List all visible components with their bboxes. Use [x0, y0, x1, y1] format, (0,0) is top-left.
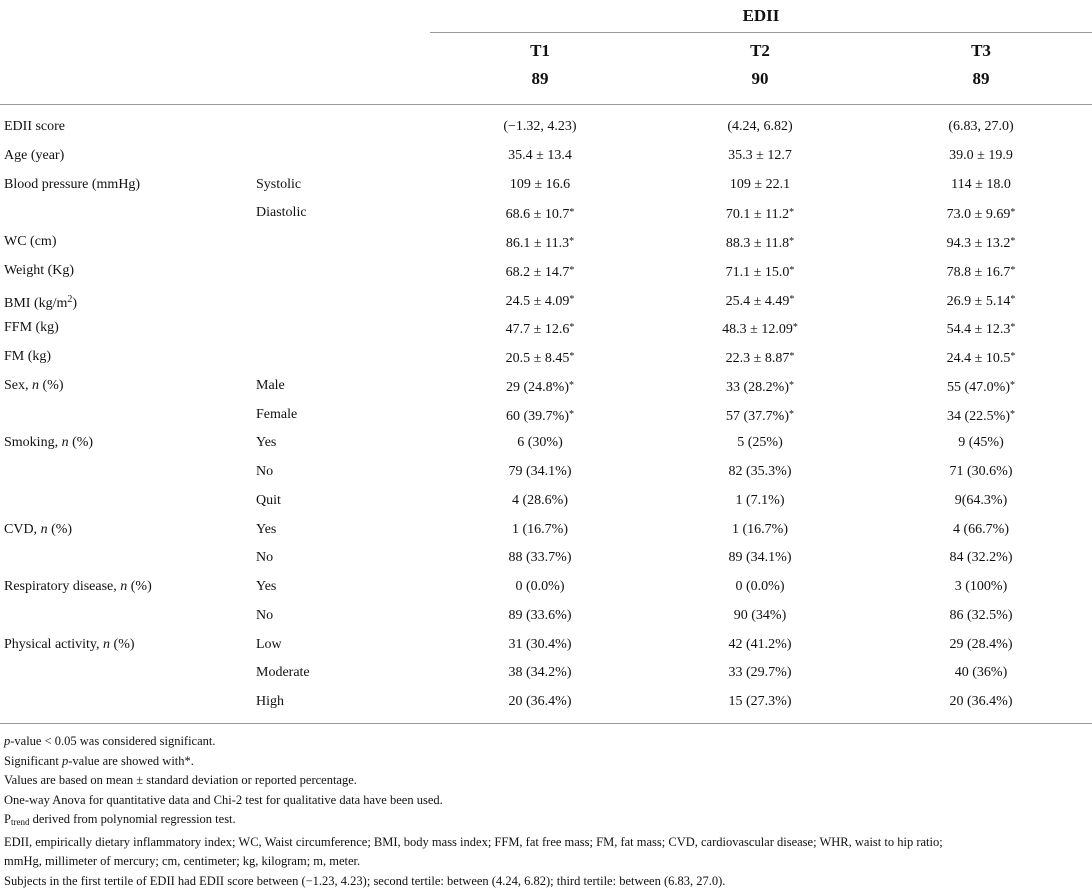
footnote-7: mmHg, millimeter of mercury; cm, centimeter; kg, kilogram; m, meter.: [4, 854, 361, 868]
cell-value: 35.3 ± 12.7: [728, 147, 792, 163]
cell-value: 47.7 ± 12.6: [505, 322, 570, 338]
cell-t1: [430, 199, 650, 230]
cell-t3: [870, 487, 1092, 516]
cell-t3: [870, 401, 1092, 432]
significance-marker: *: [1010, 264, 1016, 276]
cell-t3: [870, 659, 1092, 688]
cell-value: 78.8 ± 16.7: [946, 264, 1011, 280]
variable-italic: n: [120, 579, 128, 594]
row-subcategory: Female: [256, 406, 298, 422]
cell-value: 31 (30.4%): [508, 636, 572, 652]
cell-t2: [650, 257, 870, 288]
row-subcategory: Moderate: [256, 665, 310, 681]
footnote-text: P: [4, 812, 11, 826]
row-variable: [4, 257, 74, 286]
table-row: [0, 659, 1092, 688]
cell-value: (6.83, 27.0): [948, 119, 1014, 134]
cell-t2: [650, 401, 870, 432]
cell-value: 55 (47.0%): [947, 379, 1010, 395]
significance-marker: *: [789, 379, 794, 391]
cell-value: 68.6 ± 10.7: [505, 207, 570, 223]
cell-value: 29 (28.4%): [949, 636, 1013, 652]
table-row: [0, 688, 1092, 717]
row-variable: [4, 343, 51, 372]
cell-t3: [870, 257, 1092, 288]
header-rule: [0, 104, 1092, 105]
significance-marker: *: [789, 236, 795, 247]
footnote-italic: p: [61, 753, 69, 768]
cell-value: 60 (39.7%): [506, 408, 569, 424]
cell-value: 86.1 ± 11.3: [505, 236, 570, 251]
significance-marker: *: [569, 207, 575, 219]
significance-marker: *: [789, 207, 795, 219]
cell-t3: [870, 228, 1092, 259]
column-header-t1: [430, 37, 650, 93]
significance-marker: *: [789, 351, 795, 362]
variable-label: EDII score: [4, 119, 66, 134]
cell-t1: [430, 257, 650, 288]
cell-value: 39.0 ± 19.9: [949, 147, 1013, 163]
variable-label: Age (year): [4, 147, 65, 163]
footnote-text: derived from polynomial regression test.: [29, 812, 236, 826]
significance-marker: *: [569, 236, 575, 247]
cell-value: 4 (66.7%): [953, 521, 1009, 537]
cell-value: 94.3 ± 13.2: [946, 236, 1011, 251]
cell-value: 33 (29.7%): [728, 665, 792, 681]
cell-value: 86 (32.5%): [949, 607, 1013, 623]
row-subcategory: No: [256, 464, 274, 479]
cell-value: 15 (27.3%): [728, 694, 792, 709]
cell-value: 24.5 ± 4.09: [505, 293, 570, 309]
row-subcategory: Male: [256, 377, 285, 393]
footnote-text: -value < 0.05 was considered significant.: [10, 734, 216, 748]
cell-value: 0 (0.0%): [515, 579, 565, 594]
cell-t1: [430, 286, 650, 317]
cell-value: 71 (30.6%): [949, 464, 1013, 479]
variable-italic: n: [32, 377, 39, 393]
cell-value: 82 (35.3%): [728, 464, 792, 479]
table-row: [0, 458, 1092, 487]
cell-t1: [430, 372, 650, 403]
cell-value: 48.3 ± 12.09: [722, 322, 793, 338]
variable-label: FM (kg): [4, 349, 52, 364]
significance-marker: *: [569, 293, 575, 305]
significance-marker: *: [569, 322, 575, 334]
footnote-3: Values are based on mean ± standard deviation or reported percentage.: [4, 773, 357, 787]
row-variable: [4, 142, 64, 171]
cell-t2: [650, 487, 870, 516]
table-row: [0, 487, 1092, 516]
cell-value: 89 (34.1%): [728, 550, 792, 566]
column-count: 89: [531, 69, 549, 88]
cell-value: 57 (37.7%): [726, 408, 789, 424]
cell-value: 88.3 ± 11.8: [725, 236, 790, 251]
table-row: [0, 257, 1092, 286]
cell-t1: [430, 516, 650, 545]
cell-t3: [870, 429, 1092, 458]
significance-marker: *: [569, 379, 574, 391]
cell-t2: [650, 228, 870, 259]
variable-tail: (%): [110, 636, 135, 652]
cell-value: 89 (33.6%): [508, 607, 572, 623]
variable-label: FFM (kg): [4, 320, 59, 336]
cell-t2: [650, 113, 870, 142]
row-variable: [4, 113, 65, 142]
cell-t2: [650, 286, 870, 317]
table-row: [0, 343, 1092, 372]
cell-t2: [650, 458, 870, 487]
row-subcategory: Quit: [256, 492, 281, 508]
cell-value: 70.1 ± 11.2: [725, 207, 790, 223]
footnote-5: [4, 810, 1088, 833]
cell-value: 84 (32.2%): [949, 550, 1013, 566]
cell-value: 22.3 ± 8.87: [725, 351, 790, 366]
cell-value: (−1.32, 4.23): [503, 119, 577, 134]
variable-tail: (%): [47, 521, 73, 537]
cell-t3: [870, 631, 1092, 660]
group-rule: [430, 32, 1092, 33]
cell-value: 4 (28.6%): [512, 492, 568, 508]
variable-label: Physical activity,: [4, 636, 104, 652]
table-header: [0, 0, 1092, 104]
variable-label: Smoking,: [4, 435, 62, 451]
significance-marker: *: [1010, 351, 1016, 362]
group-title: EDII: [742, 6, 780, 25]
cell-t2: [650, 516, 870, 545]
table-row: [0, 199, 1092, 228]
significance-marker: *: [1010, 293, 1016, 305]
column-count: 89: [972, 69, 990, 88]
cell-value: 24.4 ± 10.5: [946, 351, 1011, 366]
cell-t3: [870, 458, 1092, 487]
table-row: [0, 314, 1092, 343]
cell-value: 40 (36%): [954, 665, 1008, 681]
cell-t2: [650, 659, 870, 688]
row-subcategory: Systolic: [256, 176, 302, 192]
row-variable: [4, 429, 93, 458]
cell-t1: [430, 314, 650, 345]
footnote-6: EDII, empirically dietary inflammatory index; WC, Waist circumference; BMI, body mass index; FFM, fat free mass; FM, fat mass; CVD, cardiovascular disease; WHR, waist to hip ratio;: [4, 834, 943, 849]
variable-italic: n: [61, 435, 69, 451]
cell-value: (4.24, 6.82): [727, 119, 793, 134]
significance-marker: *: [789, 408, 794, 420]
row-variable: [4, 171, 140, 200]
variable-label: BMI (kg/m: [4, 295, 68, 311]
cell-t3: [870, 314, 1092, 345]
table-bottom-rule: [0, 723, 1092, 724]
cell-value: 90 (34%): [733, 607, 787, 623]
row-variable: [4, 314, 59, 343]
row-variable: [4, 631, 135, 660]
significance-marker: *: [789, 293, 795, 305]
cell-t1: [430, 487, 650, 516]
footnote-text: Significant: [4, 753, 62, 768]
cell-value: 5 (25%): [737, 435, 783, 451]
cell-t1: [430, 573, 650, 602]
cell-value: 1 (7.1%): [735, 492, 785, 508]
cell-t3: [870, 372, 1092, 403]
variable-label: Respiratory disease,: [4, 579, 121, 594]
table-row: [0, 573, 1092, 602]
cell-value: 26.9 ± 5.14: [946, 293, 1011, 309]
footnote-4: One-way Anova for quantitative data and Chi-2 test for qualitative data have been used.: [4, 792, 443, 807]
cell-value: 9(64.3%): [954, 492, 1008, 508]
cell-t2: [650, 631, 870, 660]
cell-value: 20 (36.4%): [508, 694, 572, 709]
cell-t1: [430, 228, 650, 259]
cell-t2: [650, 171, 870, 200]
cell-value: 0 (0.0%): [735, 579, 785, 594]
cell-value: 114 ± 18.0: [951, 176, 1011, 192]
column-header-t2: [650, 37, 870, 93]
cell-t1: [430, 631, 650, 660]
row-subcategory: No: [256, 607, 274, 623]
cell-t3: [870, 516, 1092, 545]
cell-value: 38 (34.2%): [508, 665, 572, 681]
cell-t1: [430, 401, 650, 432]
table-footnotes: [4, 732, 1088, 891]
table-row: [0, 429, 1092, 458]
significance-marker: *: [1010, 236, 1016, 247]
variable-italic: n: [40, 521, 48, 537]
row-subcategory: No: [256, 550, 274, 566]
cell-t1: [430, 343, 650, 374]
cell-t2: [650, 142, 870, 171]
footnote-text: -value are showed with*.: [68, 753, 194, 768]
cell-value: 1 (16.7%): [732, 521, 788, 537]
row-subcategory: Yes: [256, 435, 277, 451]
column-count: 90: [751, 69, 769, 88]
cell-t3: [870, 142, 1092, 171]
footnote-1: [4, 732, 1088, 752]
significance-marker: *: [1010, 207, 1016, 219]
table-row: [0, 544, 1092, 573]
cell-t3: [870, 602, 1092, 631]
cell-t3: [870, 688, 1092, 717]
cell-t1: [430, 602, 650, 631]
cell-value: 25.4 ± 4.49: [725, 293, 790, 309]
row-subcategory: Yes: [256, 521, 277, 537]
table-row: [0, 286, 1092, 315]
cell-value: 73.0 ± 9.69: [946, 207, 1011, 223]
cell-t3: [870, 544, 1092, 573]
row-variable: [4, 228, 56, 257]
cell-t2: [650, 573, 870, 602]
variable-label: Blood pressure (mmHg): [4, 176, 141, 192]
cell-t1: [430, 544, 650, 573]
cell-t2: [650, 602, 870, 631]
cell-value: 68.2 ± 14.7: [505, 264, 570, 280]
cell-value: 29 (24.8%): [506, 379, 569, 395]
cell-value: 34 (22.5%): [947, 408, 1010, 424]
variable-label: WC (cm): [4, 234, 57, 249]
cell-value: 20.5 ± 8.45: [505, 351, 570, 366]
row-variable: [4, 372, 64, 401]
table-row: [0, 142, 1092, 171]
column-name: T2: [750, 41, 770, 60]
cell-t1: [430, 113, 650, 142]
cell-t1: [430, 429, 650, 458]
variable-label: CVD,: [4, 521, 41, 537]
table-row: [0, 602, 1092, 631]
cell-t2: [650, 343, 870, 374]
cell-t2: [650, 544, 870, 573]
cell-t2: [650, 372, 870, 403]
cell-t3: [870, 113, 1092, 142]
variable-tail: (%): [39, 377, 64, 393]
table-row: [0, 228, 1092, 257]
cell-value: 35.4 ± 13.4: [508, 147, 572, 163]
footnote-subscript: trend: [10, 817, 30, 827]
row-subcategory: High: [256, 694, 284, 709]
footnote-8: Subjects in the first tertile of EDII had EDII score between (−1.23, 4.23); second tertile: between (4.24, 6.82); third tertile: between (6.83, 27.0).: [4, 873, 726, 888]
variable-tail: (%): [127, 579, 152, 594]
cell-t2: [650, 199, 870, 230]
significance-marker: *: [789, 264, 795, 276]
row-variable: [4, 516, 72, 545]
table-row: [0, 516, 1092, 545]
cell-value: 42 (41.2%): [728, 636, 792, 652]
cell-value: 109 ± 16.6: [509, 176, 571, 192]
significance-marker: *: [569, 264, 575, 276]
cell-t2: [650, 688, 870, 717]
cell-value: 9 (45%): [958, 435, 1004, 451]
variable-tail: (%): [68, 435, 94, 451]
cell-t3: [870, 343, 1092, 374]
cell-t1: [430, 659, 650, 688]
row-subcategory: Diastolic: [256, 205, 307, 221]
significance-marker: *: [569, 351, 575, 362]
significance-marker: *: [792, 322, 798, 334]
column-name: T1: [530, 41, 550, 60]
variable-italic: n: [103, 636, 111, 652]
cell-value: 3 (100%): [954, 579, 1008, 594]
cell-t3: [870, 573, 1092, 602]
footnote-2: [4, 752, 1088, 772]
cell-t2: [650, 314, 870, 345]
cell-value: 88 (33.7%): [508, 550, 572, 566]
row-subcategory: Yes: [256, 579, 277, 594]
table-row: [0, 401, 1092, 430]
cell-t1: [430, 688, 650, 717]
table-row: [0, 372, 1092, 401]
significance-marker: *: [569, 408, 574, 420]
cell-value: 1 (16.7%): [512, 521, 568, 537]
column-name: T3: [971, 41, 991, 60]
row-variable: [4, 573, 152, 602]
cell-value: 79 (34.1%): [508, 464, 572, 479]
cell-value: 6 (30%): [517, 435, 563, 451]
variable-superscript: 2: [67, 293, 73, 305]
row-subcategory: Low: [256, 636, 282, 652]
cell-t3: [870, 199, 1092, 230]
variable-label: Sex,: [4, 377, 32, 393]
table-row: [0, 113, 1092, 142]
table-row: [0, 631, 1092, 660]
column-header-t3: [870, 37, 1092, 93]
cell-value: 54.4 ± 12.3: [946, 322, 1011, 338]
cell-t3: [870, 286, 1092, 317]
cell-value: 20 (36.4%): [949, 694, 1013, 709]
cell-value: 109 ± 22.1: [729, 176, 791, 192]
footnote-italic: p: [4, 734, 11, 748]
significance-marker: *: [1010, 322, 1016, 334]
cell-t1: [430, 458, 650, 487]
significance-marker: *: [1010, 408, 1015, 420]
table-row: [0, 171, 1092, 200]
cell-t2: [650, 429, 870, 458]
variable-label: Weight (Kg): [4, 262, 75, 278]
table-body: [0, 113, 1092, 717]
cell-value: 71.1 ± 15.0: [725, 264, 790, 280]
cell-t1: [430, 171, 650, 200]
cell-t1: [430, 142, 650, 171]
variable-tail: ): [72, 295, 78, 311]
cell-value: 33 (28.2%): [726, 379, 789, 395]
cell-t3: [870, 171, 1092, 200]
significance-marker: *: [1010, 379, 1015, 391]
